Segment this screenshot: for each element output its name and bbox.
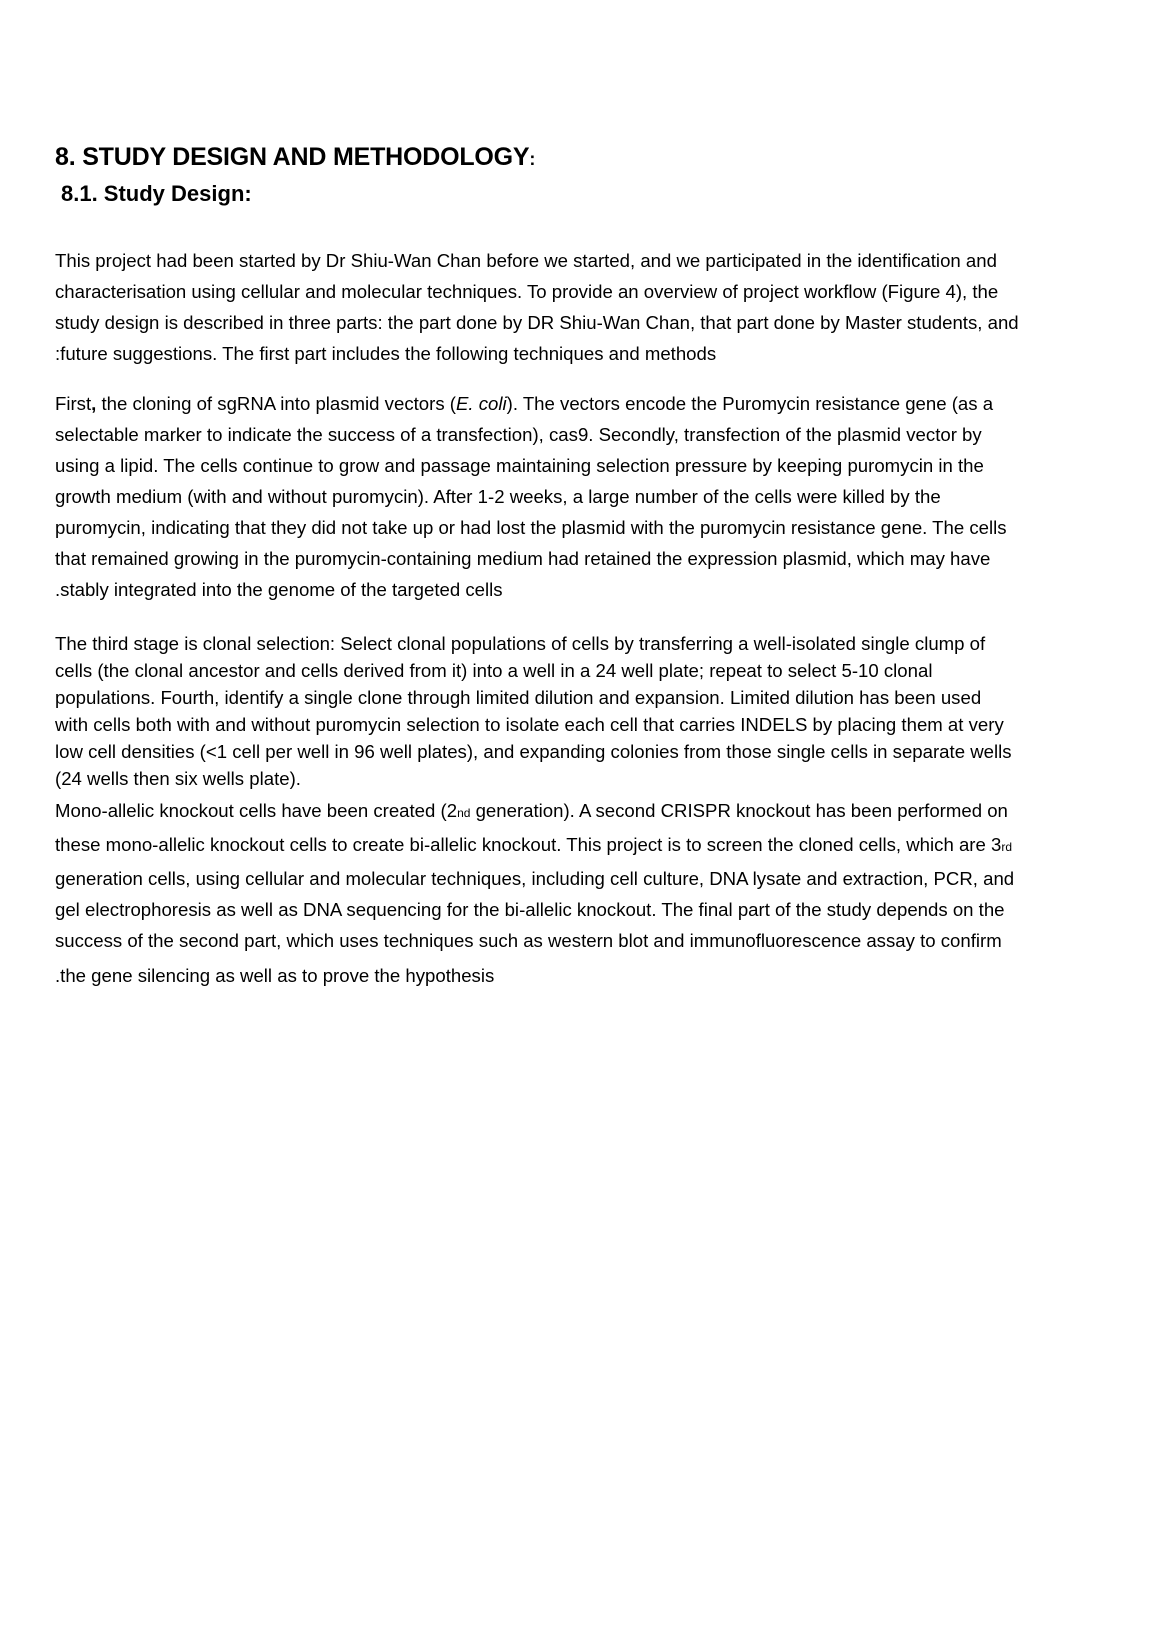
text-run: the cloning of sgRNA into plasmid vectors (	[96, 393, 456, 414]
text-run: these mono-allelic knockout cells to create bi-allelic knockout. This project is to screen the cloned cells, which are 3	[55, 834, 1002, 855]
text-line	[55, 829, 1130, 863]
text-line: selectable marker to indicate the success of a transfection), cas9. Secondly, transfection of the plasmid vector by	[55, 424, 982, 445]
text-line: success of the second part, which uses techniques such as western blot and immunofluorescence assay to confirm	[55, 930, 1002, 951]
subsection-heading: 8.1. Study Design:	[61, 181, 252, 206]
text-line: using a lipid. The cells continue to grow and passage maintaining selection pressure by keeping puromycin in the	[55, 455, 984, 476]
text-line: study design is described in three parts: the part done by DR Shiu-Wan Chan, that part done by Master students, and	[55, 312, 1019, 333]
paragraph-knockout	[55, 795, 1130, 991]
ordinal-suffix: nd	[457, 806, 471, 820]
section-heading	[55, 143, 535, 172]
section-heading-text: 8. STUDY DESIGN AND METHODOLOGY	[55, 143, 530, 171]
text-line: This project had been started by Dr Shiu-Wan Chan before we started, and we participated in the identification and	[55, 250, 997, 271]
text-run-bold: ,	[91, 393, 97, 414]
text-line	[55, 795, 1130, 829]
text-line: .the gene silencing as well as to prove the hypothesis	[55, 965, 495, 986]
text-line: characterisation using cellular and molecular techniques. To provide an overview of project workflow (Figure 4), the	[55, 281, 999, 302]
text-run-italic: E. coli	[455, 393, 507, 414]
text-run: Mono-allelic knockout cells have been created (2	[55, 800, 458, 821]
text-line: growth medium (with and without puromycin). After 1-2 weeks, a large number of the cells were killed by the	[55, 486, 941, 507]
text-run: ). The vectors encode the Puromycin resistance gene (as a	[506, 393, 994, 414]
paragraph-cloning	[55, 388, 1130, 605]
text-line: puromycin, indicating that they did not take up or had lost the plasmid with the puromycin resistance gene. The cells	[55, 517, 1007, 538]
paragraph-clonal-selection	[55, 630, 1130, 792]
paragraph-overview	[55, 245, 1130, 369]
text-line: populations. Fourth, identify a single clone through limited dilution and expansion. Limited dilution has been used	[55, 687, 982, 708]
text-line: (24 wells then six wells plate).	[55, 768, 301, 789]
ordinal-suffix: rd	[1001, 840, 1013, 854]
text-run: generation). A second CRISPR knockout has been performed on	[470, 800, 1008, 821]
text-line	[55, 388, 1130, 419]
text-line: :future suggestions. The first part includes the following techniques and methods	[55, 343, 717, 364]
section-heading-colon: :	[529, 149, 536, 169]
text-line: cells (the clonal ancestor and cells derived from it) into a well in a 24 well plate; repeat to select 5-10 clonal	[55, 660, 933, 681]
text-line: .stably integrated into the genome of the targeted cells	[55, 579, 503, 600]
text-line: that remained growing in the puromycin-containing medium had retained the expression plasmid, which may have	[55, 548, 991, 569]
text-line: with cells both with and without puromycin selection to isolate each cell that carries INDELS by placing them at very	[55, 714, 1004, 735]
text-run: First	[55, 393, 92, 414]
text-line: The third stage is clonal selection: Select clonal populations of cells by transferring a well-isolated single clump of	[55, 633, 986, 654]
text-line: gel electrophoresis as well as DNA sequencing for the bi-allelic knockout. The final part of the study depends on the	[55, 899, 1005, 920]
text-line: low cell densities (<1 cell per well in 96 well plates), and expanding colonies from those single cells in separate wells	[55, 741, 1012, 762]
text-line: generation cells, using cellular and molecular techniques, including cell culture, DNA lysate and extraction, PCR, and	[55, 868, 1015, 889]
